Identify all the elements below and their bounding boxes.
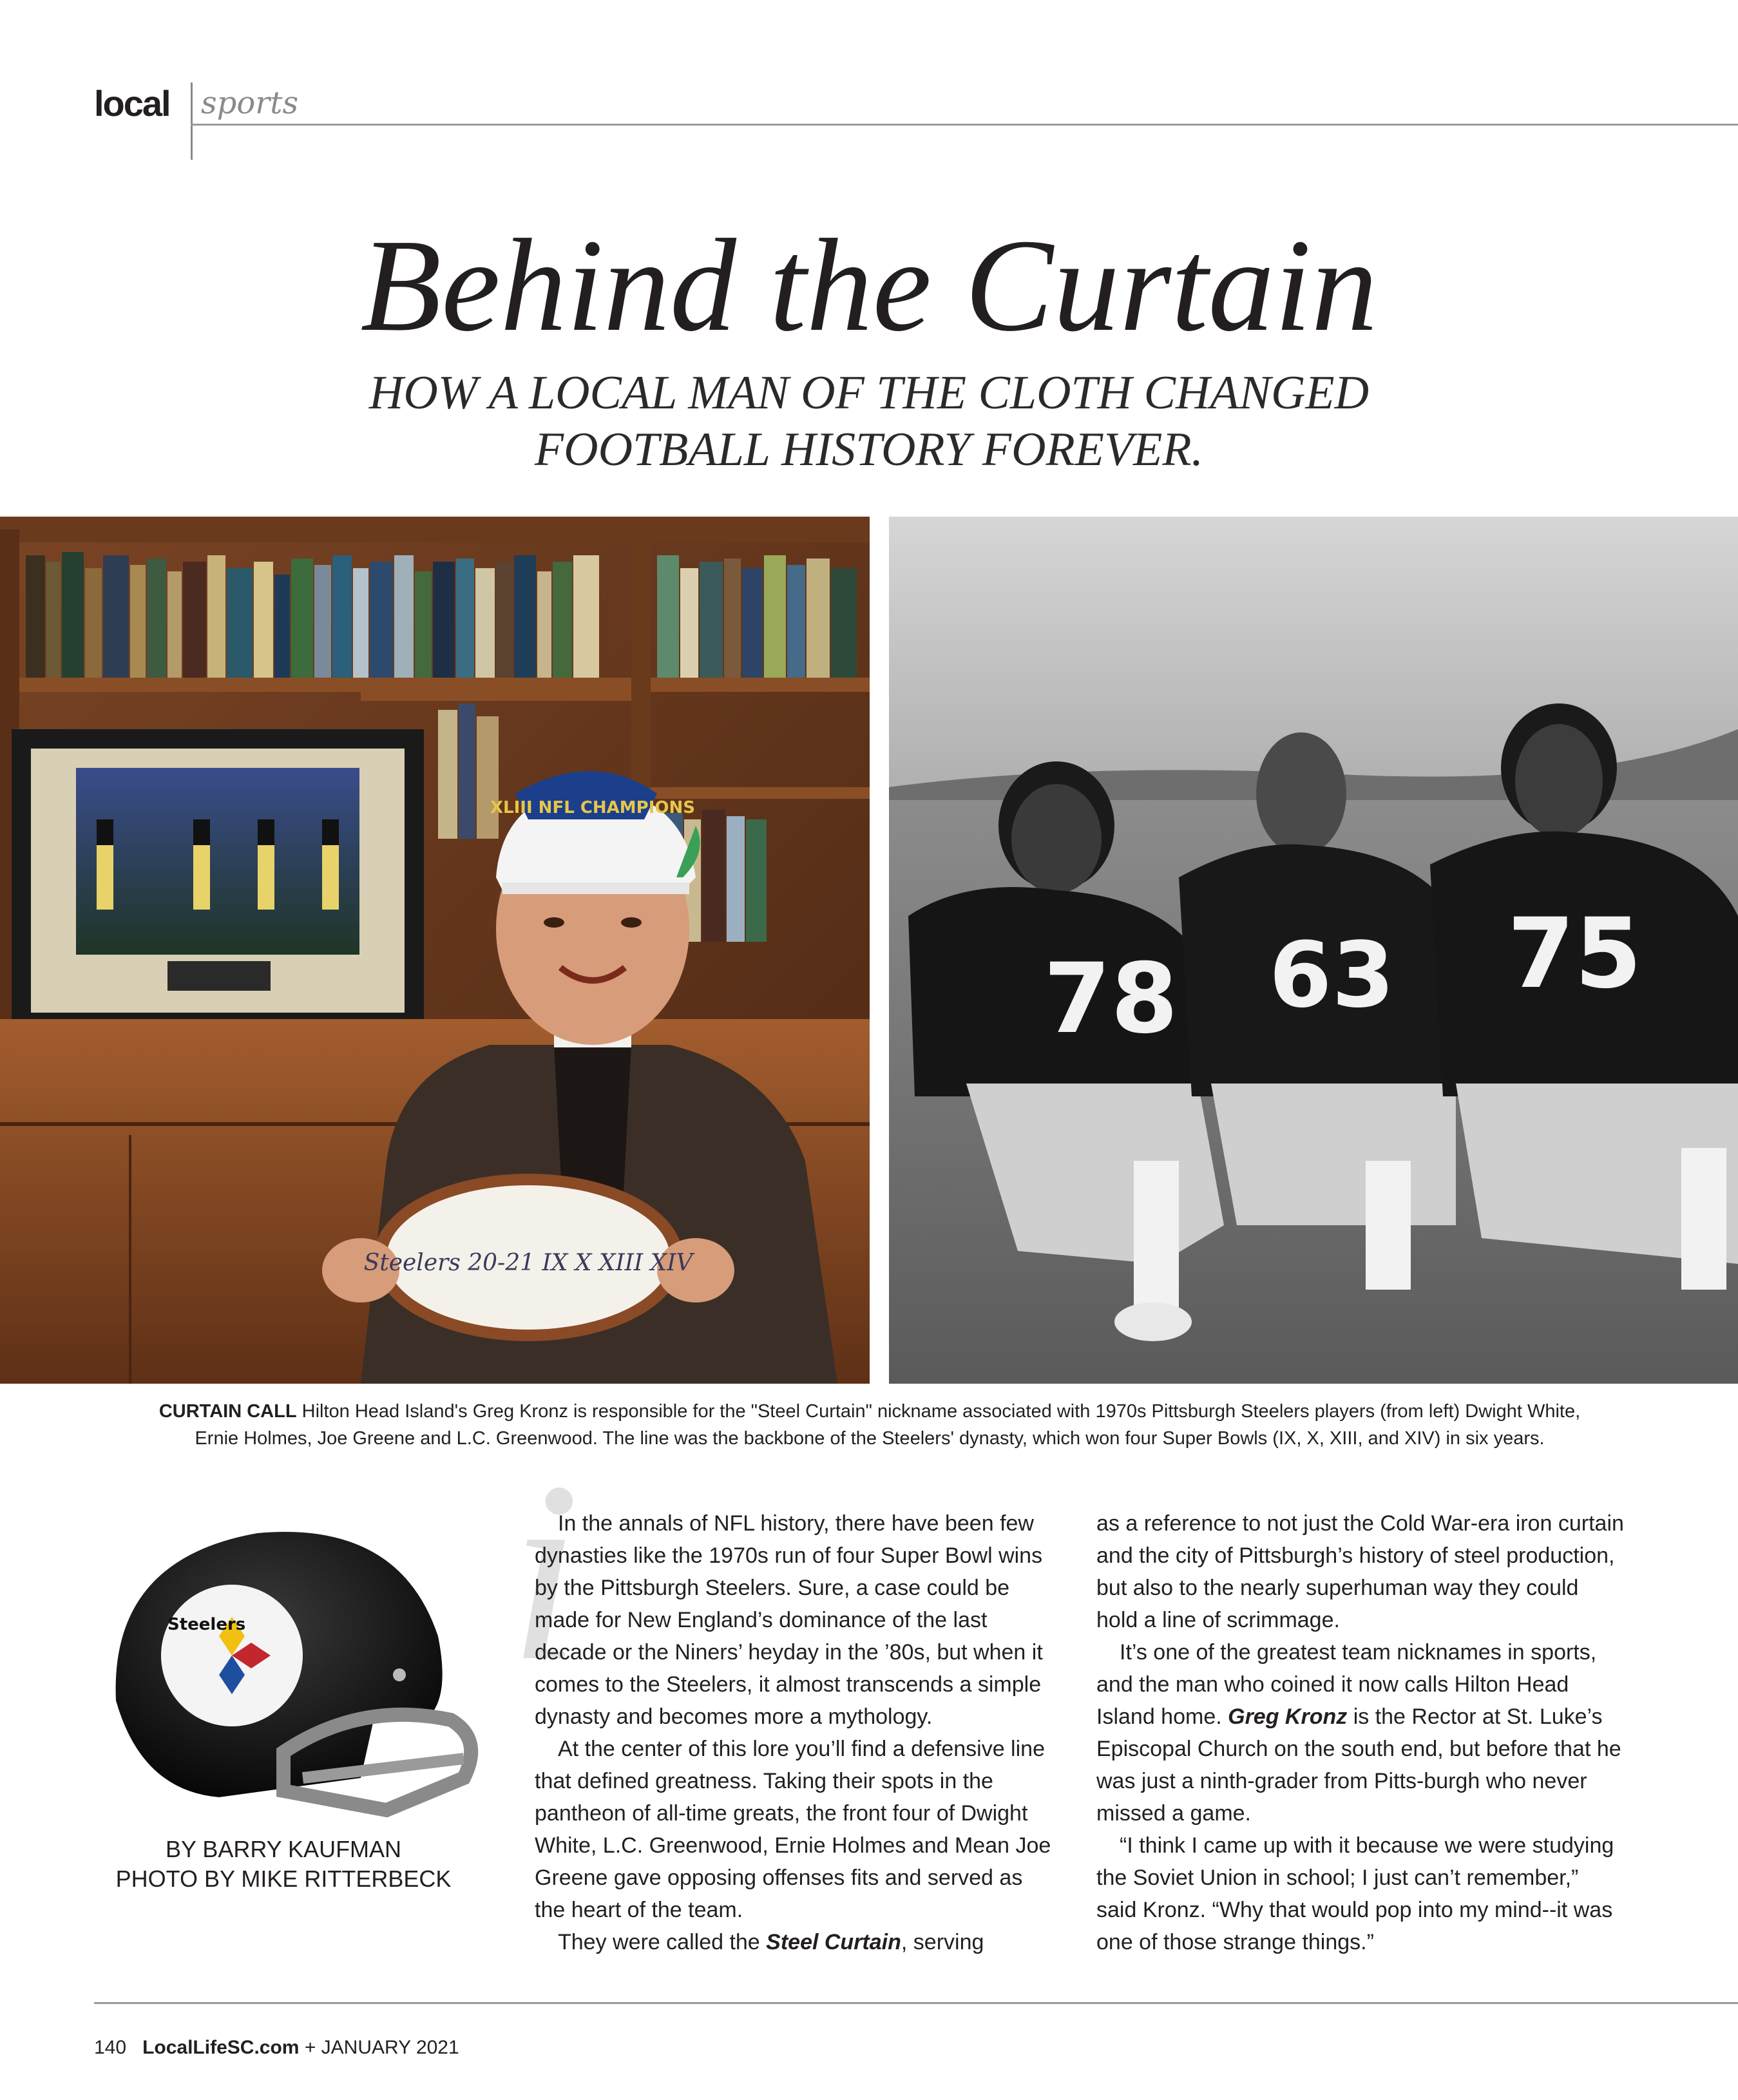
body-column-1 <box>535 1507 1056 1958</box>
subsection-label: sports <box>201 85 299 121</box>
greg-kronz-emphasis: Greg Kronz <box>1228 1704 1348 1729</box>
caption-line-1: Hilton Head Island's Greg Kronz is responsible for the "Steel Curtain" nickname associated with 1970s Pittsburgh Steelers players (from left) Dwight White, <box>301 1401 1581 1422</box>
footer-date: + JANUARY 2021 <box>304 2037 459 2058</box>
byline-author: BY BARRY KAUFMAN <box>165 1836 402 1862</box>
body-paragraph-5 <box>1096 1636 1625 1829</box>
p5-text-end: is the Rector at St. Luke’s Episcopal Church on the south end, but before that he was just a ninth-grader from Pitts-burgh who never missed a game. <box>1096 1704 1621 1826</box>
photo-steel-curtain-players <box>889 517 1738 1384</box>
body-paragraph-4: as a reference to not just the Cold War-era iron curtain and the city of Pittsburgh’s history of steel production, but also to the nearly superhuman way they could hold a line of scrimmage. <box>1096 1511 1624 1632</box>
p3-text-start: They were called the <box>558 1930 767 1954</box>
jersey-number-63: 63 <box>1269 923 1395 1028</box>
jersey-number-78: 78 <box>1044 943 1178 1055</box>
cap-logo-text: XLIII NFL CHAMPIONS <box>490 798 695 817</box>
article-subtitle <box>0 365 1738 478</box>
subtitle-line-2: FOOTBALL HISTORY FOREVER. <box>534 423 1204 476</box>
steelers-helmet-image <box>90 1507 490 1829</box>
byline <box>84 1835 483 1894</box>
page-number: 140 <box>94 2037 127 2058</box>
page-footer <box>94 2037 459 2059</box>
body-paragraph-1: In the annals of NFL history, there have been few dynasties like the 1970s run of four Super Bowl wins by the Pittsburgh Steelers. Sure, a case could be made for New England’s dominance of the last decade or the Niners’ heyday in the ’80s, but when it comes to the Steelers, it almost transcends a simple dynasty and becomes more a mythology. <box>535 1511 1043 1729</box>
subtitle-line-1: HOW A LOCAL MAN OF THE CLOTH CHANGED <box>368 367 1370 419</box>
photo-caption <box>129 1398 1610 1452</box>
jersey-number-75: 75 <box>1507 898 1642 1010</box>
body-column-2 <box>1096 1507 1625 1958</box>
caption-lead: CURTAIN CALL <box>158 1401 297 1422</box>
body-paragraph-3 <box>535 1926 1056 1958</box>
framed-steelers-photo <box>12 729 424 1032</box>
section-label: local <box>94 83 170 124</box>
footer-rule <box>94 2002 1738 2004</box>
football-autograph: Steelers 20-21 IX X XIII XIV <box>363 1250 693 1276</box>
steel-curtain-emphasis: Steel Curtain <box>766 1930 901 1954</box>
footer-site-link[interactable]: LocalLifeSC.com <box>142 2037 300 2058</box>
p5-text-start: It’s one of the greatest team nicknames in sports, and the man who coined it now calls Hilton Head Island home. <box>1096 1640 1597 1729</box>
byline-photo: PHOTO BY MIKE RITTERBECK <box>115 1866 452 1892</box>
header-rule <box>191 124 1738 126</box>
article-title: Behind the Curtain <box>360 211 1378 359</box>
section-divider <box>191 82 193 160</box>
bookshelf-books <box>26 552 857 678</box>
caption-line-2: Ernie Holmes, Joe Greene and L.C. Greenwood. The line was the backbone of the Steelers' dynasty, which won four Super Bowls (IX, X, XIII, and XIV) in six years. <box>195 1428 1545 1449</box>
helmet-logo-text: Steelers <box>167 1615 246 1634</box>
body-paragraph-2: At the center of this lore you’ll find a defensive line that defined greatness. Taking their spots in the pantheon of all-time greats, the front four of Dwight White, L.C. Greenwood, Ernie Holmes and Mean Joe Greene gave opposing offenses fits and served as the heart of the team. <box>535 1737 1051 1922</box>
body-paragraph-6: “I think I came up with it because we were studying the Soviet Union in school; I just can’t remember,” said Kronz. “Why that would pop into my mind--it was one of those strange things.” <box>1096 1833 1614 1954</box>
photo-kronz-study <box>0 517 870 1384</box>
p3-text-end: , serving <box>901 1930 984 1954</box>
drop-cap: i <box>509 1429 581 1714</box>
